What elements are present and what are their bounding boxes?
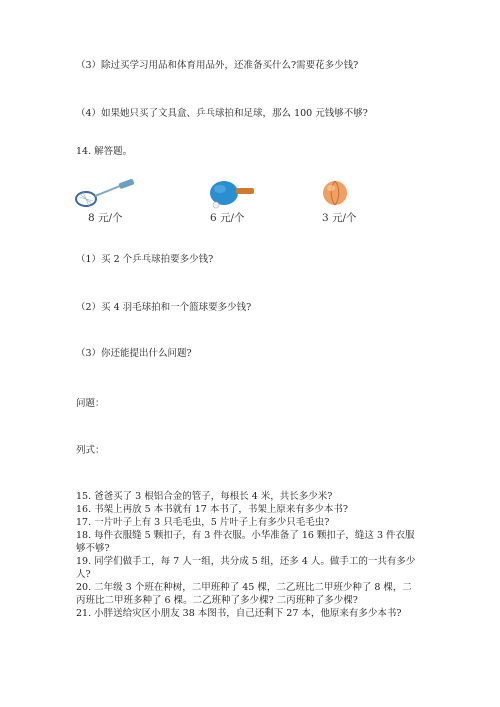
- list-line-18b: 够不够?: [76, 543, 110, 554]
- basketball-icon: [320, 178, 350, 208]
- question-14-2: （2）买 4 羽毛球拍和一个篮球要多少钱?: [76, 302, 252, 313]
- item-price-pingpong: 6 元/个: [210, 212, 245, 224]
- item-price-ball: 3 元/个: [322, 212, 357, 224]
- list-line-20b: 丙班比二甲班多种了 6 棵。二乙班种了多少棵? 二丙班种了多少棵?: [76, 595, 358, 606]
- item-badminton: [74, 178, 144, 228]
- item-price-badminton: 8 元/个: [88, 212, 123, 224]
- pingpong-paddle-icon: [206, 178, 260, 210]
- item-pingpong: [206, 178, 276, 228]
- list-line-17: 17. 一片叶子上有 3 只毛毛虫，5 片叶子上有多少只毛毛虫?: [76, 517, 330, 528]
- question-14-3: （3）你还能提出什么问题?: [76, 348, 192, 359]
- list-line-15: 15. 爸爸买了 3 根铝合金的管子，每根长 4 米，共长多少米?: [76, 491, 333, 502]
- item-ball: [320, 178, 390, 228]
- question-13-4: （4）如果她只买了文具盒、乒乓球拍和足球，那么 100 元钱够不够?: [76, 108, 368, 119]
- question-14-title: 14. 解答题。: [76, 146, 133, 157]
- badminton-racket-icon: [74, 178, 140, 210]
- list-line-19b: 人?: [76, 569, 91, 580]
- list-line-20: 20. 二年级 3 个班在种树，二甲班种了 45 棵，二乙班比二甲班少种了 8 棵，二: [76, 582, 412, 593]
- answer-label-wenti: 问题：: [76, 398, 105, 409]
- answer-label-lieshi: 列式：: [76, 445, 105, 456]
- list-line-19: 19. 同学们做手工，每 7 人一组，共分成 5 组，还多 4 人。做手工的一共有多少: [76, 556, 416, 567]
- list-line-21: 21. 小胖送给灾区小朋友 38 本图书，自己还剩下 27 本，他原来有多少本书?: [76, 608, 402, 619]
- list-line-18: 18. 每件衣服缝 5 颗扣子，有 3 件衣服。小华准备了 16 颗扣子，缝这 3 件衣服: [76, 530, 415, 541]
- list-line-16: 16. 书架上再放 5 本书就有 17 本书了，书架上原来有多少本书?: [76, 504, 348, 515]
- question-14-1: （1）买 2 个乒乓球拍要多少钱?: [76, 254, 214, 265]
- question-13-3: （3）除过买学习用品和体育用品外，还准备买什么?需要花多少钱?: [76, 60, 359, 71]
